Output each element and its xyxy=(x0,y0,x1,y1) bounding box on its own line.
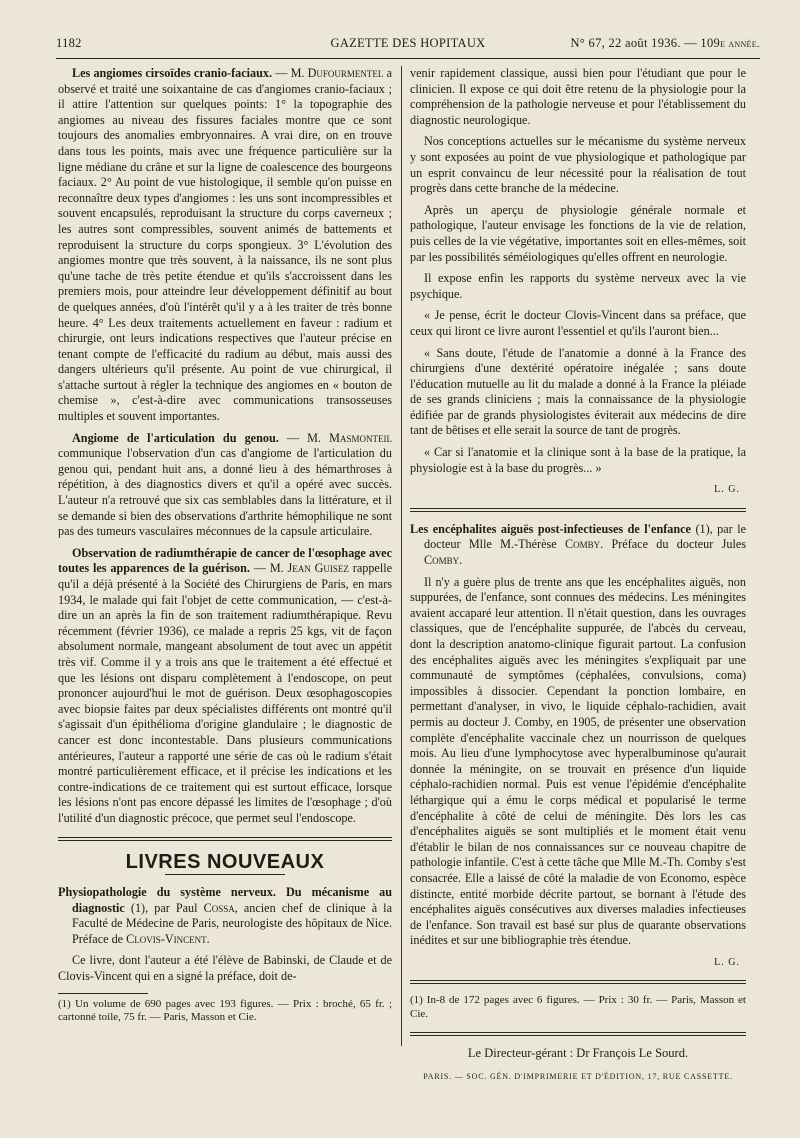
book-heading-end: . xyxy=(206,931,210,946)
book-preface: Clovis-Vincent xyxy=(126,931,207,946)
review-paragraph: Il expose enfin les rapports du système nerveux avec la vie psychique. xyxy=(410,271,746,301)
book-review-body: Il n'y a guère plus de trente ans que les encéphalites aiguës, non suppurées, de l'enfance, sont connues des médecins. Les méningites avaient accaparé leur attention. Il n'était question, dans les ouvrages classiques, que de l'encéphalite suppurée, de l'abcès du cerveau, dont la description anatomo-clinique figurait partout. La confusion des encéphalites aiguës avec les méningites s'expliquait par une communauté de symptômes (céphalées, convulsions, coma) impossibles à dissocier. Cependant la ponction lombaire, en permettant d'analyser, in vivo, le liquide céphalo-rachidien, avait permis au docteur J. Comby, en 1905, de présenter une observation complète d'encéphalite vaccinale chez un nourrisson de quelques mois. Au lieu d'une lymphocytose avec hyperalbuminose qu'aurait donnée la méningite, on se trouvait en présence d'un liquide céphalo-rachidien normal. Puis est venue l'épidémie d'encéphalite léthargique qui a ému le corps médical et popularisé le terme d'encéphalite à côté de celui de méningite. Dès lors les cas d'encéphalites aiguës se sont multipliés et le moment était venu d'établir le bilan de nos connaissances sur ce nouveau chapitre de pathologie infantile. C'est à cette tâche que Mlle M.-Th. Comby s'est consacrée. Elle a laissé de côté la maladie de von Economo, espèce distincte, entité morbide décrite partout, se bornant à l'étude des encéphalites aiguës consécutives aux diverses maladies infectieuses de l'enfance. Son travail est basé sur plus de quarante observations inédites et sur une bibliographie très étendue. xyxy=(410,574,746,948)
book-preface: Comby xyxy=(424,553,460,568)
review-separator xyxy=(410,508,746,512)
review-signature: L. G. xyxy=(714,956,740,968)
review-paragraph: venir rapidement classique, aussi bien pour l'étudiant que pour le clinicien. Il expose ce qui doit être retenu de la physiologie pour la compréhension de la pathologie nerveuse et pour l'établissement du diagnostic neurologique. xyxy=(410,66,746,127)
article-title: Angiome de l'articulation du genou. xyxy=(72,430,279,445)
book-author: Cossa xyxy=(203,900,235,915)
book-heading xyxy=(58,885,392,947)
book-ref: (1), par Paul xyxy=(124,900,204,915)
book-ref: (1), par le docteur Mlle M.-Thérèse xyxy=(424,521,746,552)
footnote: (1) Un volume de 690 pages avec 193 figures. — Prix : broché, 65 fr. ; cartonné toile, 75 fr. — Paris, Masson et Cie. xyxy=(58,997,392,1024)
article-author: — M. Jean Guisez xyxy=(253,561,349,576)
review-signature: L. G. xyxy=(714,484,740,496)
book-author: Comby xyxy=(564,537,601,552)
page-number: 1182 xyxy=(56,36,82,50)
article-body: rappelle qu'il a déjà présenté à la Société des Chirurgiens de Paris, en mars 1934, le malade qui fait l'objet de cette communication, — c'est-à-dire un an après la fin de son traitement radiumthérapique. Revu récemment (février 1936), ce malade a repris 25 kgs, vit de façon absolument normale, mangeant absolument de tout avec un appétit très vif. Comme il y a trois ans que le traitement a été effectué et que les lésions ont disparu complètement à l'endoscope, on peut prononcer aujourd'hui le mot de guérison. Deux œsophagoscopies avec biopsie faites par deux spécialistes différents ont montré qu'il s'agissait d'un épithélioma d'origine glandulaire ; le diagnostic de cancer est donc incontestable. Dans plusieurs communications antérieures, l'auteur a rapporté une série de cas où le radium s'était montré particulièrement efficace, et il précise les indications et les contre-indications de ce traitement qui est surtout efficace, lorsque les lésions n'ont pas encore dépassé les limites de l'œsophage ; d'où l'utilité d'un diagnostic précoce, que permet seul l'endoscope. xyxy=(58,561,393,825)
article-oesophage xyxy=(58,546,392,827)
article-author: — M. Dufourmentel xyxy=(275,66,384,80)
column-divider xyxy=(401,66,402,1046)
issue-text: N° 67, 22 août 1936. — 109 xyxy=(570,36,721,50)
article-body: a observé et traité une soixantaine de cas d'angiomes cranio-faciaux ; il attire l'attention sur quelques points: 1° la topographie des angiomes au niveau des fissures faciales montre que ce sont toujours des anomalies embryonnaires. A vrai dire, on en trouve dans tous les points, mais avec une fréquence particulière sur la ligne médiane du crâne et sur la ligne de coalescence des bourgeons faciaux. 2° Au point de vue histologique, il semble qu'on puisse en reconnaître deux types d'angiomes : les uns sont incompressibles et souvent encapsulés, reproduisant la structure du corps caverneux ; les autres sont compressibles, souvent animés de battements et reproduisent la structure du corps spongieux. 3° L'évolution des angiomes montre que très souvent, à la naissance, ils ne sont plus qu'une tache de très petite étendue et qu'ils s'accroissent dans les premiers mois, pour atteindre leur développement définitif au bout de quelques années, d'où l'intérêt qu'il y a à les traiter de très bonne heure. 4° Les deux traitements actuellement en faveur : radium et chirurgie, ont leurs indications respectives que l'auteur précise en tenant compte de l'efficacité du radium au début, mais aussi des dangers ultérieurs qu'il présente. Au point de vue chirurgical, il s'attache surtout à régler la technique des angiomes en « bouton de chemise », c'est-à-dire avec communications transosseuses multiples et souvent importantes. xyxy=(58,66,393,424)
left-column xyxy=(58,66,392,1031)
book-heading xyxy=(410,522,746,569)
footnote-rule xyxy=(410,980,746,984)
book-heading-end: . xyxy=(459,553,463,568)
article-body: communique l'observation d'un cas d'angiome de l'articulation du genou qui, pendant huit ans, a donné lieu à des hémarthroses à répétition, à des diagnostics divers et qu'il a opéré avec succès. L'auteur n'a retrouvé que six cas semblables dans la littérature, et il se demande si bien des observations d'arthrite hémophilique ne sont pas des tumeurs vasculaires méconnues de la capsule articulaire. xyxy=(58,446,392,539)
article-genou xyxy=(58,431,392,540)
section-title-underline xyxy=(165,874,285,875)
review-paragraph: Nos conceptions actuelles sur le mécanisme du système nerveux y sont exposées au point de vue physiologique et pathologique par un esprit convaincu de leur nécessité pour la réalisation de tout progrès dans cette branche de la médecine. xyxy=(410,134,746,196)
article-title: Observation de radiumthérapie de cancer de l'œsophage avec toutes les apparences de la guérison. xyxy=(58,545,392,576)
article-angiomes xyxy=(58,66,392,425)
review-quote: « Je pense, écrit le docteur Clovis-Vincent dans sa préface, que ceux qui liront ce livre auront l'essentiel et qu'ils l'auront bien... xyxy=(410,308,746,338)
section-title: LIVRES NOUVEAUX xyxy=(125,850,325,873)
book-details: . Préface du docteur Jules xyxy=(600,537,747,552)
footnote-rule xyxy=(58,993,148,994)
article-title: Les angiomes cirsoïdes cranio-faciaux. xyxy=(72,66,273,80)
review-paragraph: Après un aperçu de physiologie générale normale et pathologique, l'auteur envisage les fonctions de la vie de relation, puis celles de la vie végétative, importantes soit en elles-mêmes, soit par les possibilités séméiologiques qu'elles offrent en neurologie. xyxy=(410,202,746,264)
section-rule xyxy=(58,837,392,841)
header-rule xyxy=(56,58,760,59)
journal-title: GAZETTE DES HOPITAUX xyxy=(330,36,486,50)
book-details: , ancien chef de clinique à la Faculté de Médecine de Paris, neurologiste des hôpitaux de Nice. Préface de xyxy=(72,900,392,946)
director-line: Le Directeur-gérant : Dr François Le Sourd. xyxy=(467,1045,689,1060)
footnote: (1) In-8 de 172 pages avec 6 figures. — Prix : 30 fr. — Paris, Masson et Cie. xyxy=(410,994,746,1021)
issue-suffix: e année. xyxy=(720,38,760,50)
issue-date xyxy=(570,36,760,51)
right-column xyxy=(410,66,746,1085)
printer-line: PARIS. — SOC. GÉN. D'IMPRIMERIE ET D'ÉDITION, 17, RUE CASSETTE. xyxy=(423,1072,733,1082)
page-header xyxy=(56,36,760,56)
book-title: Les encéphalites aiguës post-infectieuses de l'enfance xyxy=(410,521,691,536)
review-quote: « Car si l'anatomie et la clinique sont à la base de la pratique, la physiologie est à la base du progrès... » xyxy=(410,445,746,475)
book-title: Physiopathologie du système nerveux. Du mécanisme au diagnostic xyxy=(58,885,392,915)
book-review-body: Ce livre, dont l'auteur a été l'élève de Babinski, de Claude et de Clovis-Vincent qui en a signé la préface, doit de- xyxy=(58,953,392,984)
review-quote: « Sans doute, l'étude de l'anatomie a donné à la France des chirurgiens d'une dextérité opératoire inégalée ; sans doute l'éducation mutuelle au lit du malade a donné à la France la pléiade de ses grands cliniciens ; mais la connaissance de la physiologie édifiée par de grands physiologistes éviterait aux médecins de dire tant de bêtises et elle serait la source de tant de progrès. xyxy=(410,345,746,438)
director-rule xyxy=(410,1032,746,1036)
article-author: — M. Masmonteil xyxy=(286,430,392,445)
